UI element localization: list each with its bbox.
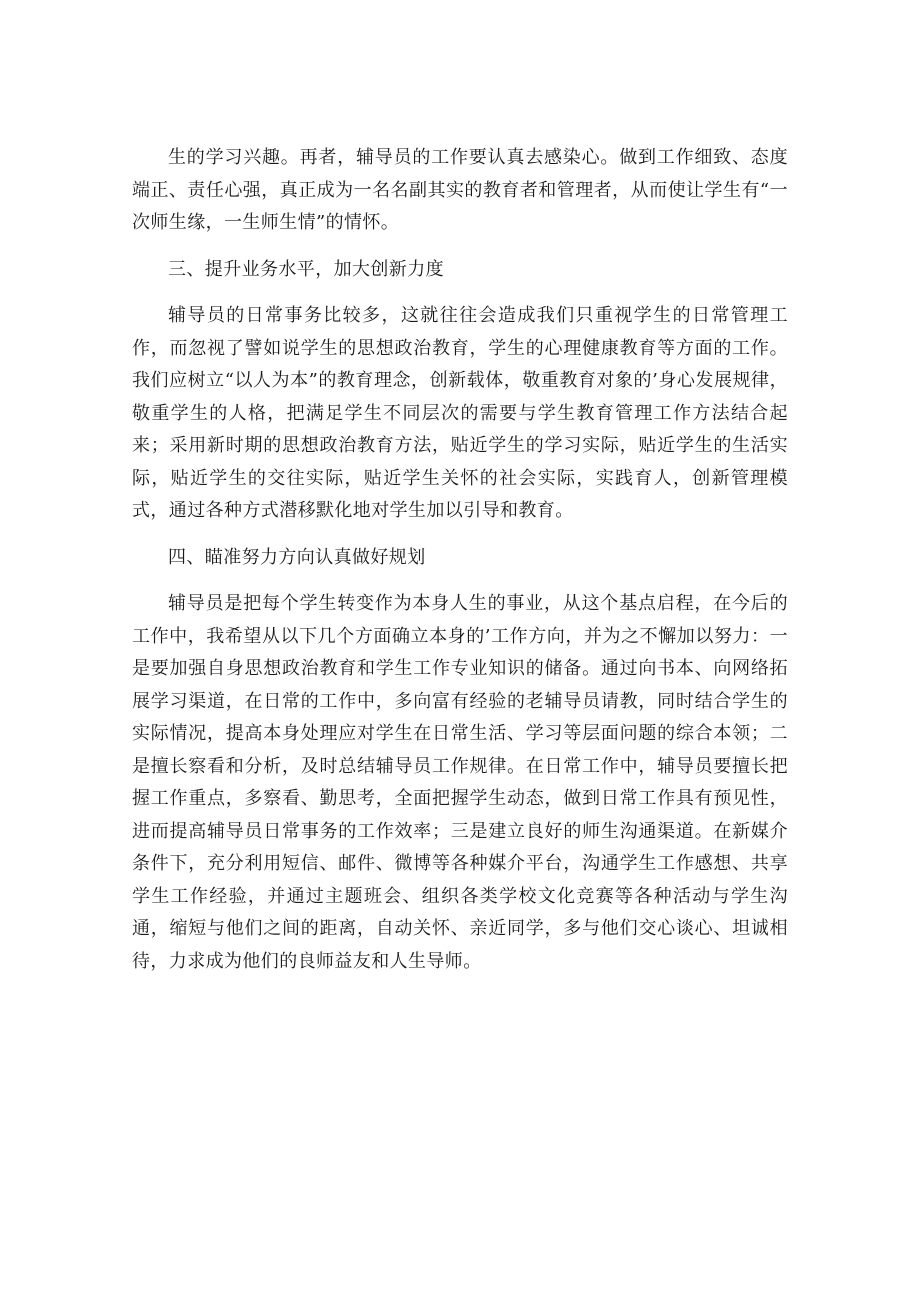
document-body xyxy=(132,142,788,992)
paragraph-section-3: 辅导员的日常事务比较多，这就往往会造成我们只重视学生的日常管理工作，而忽视了譬如说学生的思想政治教育，学生的心理健康教育等方面的工作。我们应树立“以人为本”的教育理念，创新载体，敬重教育对象的’身心发展规律，敬重学生的人格，把满足学生不同层次的需要与学生教育管理工作方法结合起来；采用新时期的思想政治教育方法，贴近学生的学习实际，贴近学生的生活实际，贴近学生的交往实际，贴近学生关怀的社会实际，实践育人，创新管理模式，通过各种方式潜移默化地对学生加以引导和教育。 xyxy=(132,305,788,521)
paragraph-continued: 生的学习兴趣。再者，辅导员的工作要认真去感染心。做到工作细致、态度端正、责任心强，真正成为一名名副其实的教育者和管理者，从而使让学生有“一次师生缘，一生师生情”的情怀。 xyxy=(132,147,788,233)
section-heading-4: 四、瞄准努力方向认真做好规划 xyxy=(168,546,426,568)
paragraph-section-4: 辅导员是把每个学生转变作为本身人生的事业，从这个基点启程，在今后的工作中，我希望从以下几个方面确立本身的’工作方向，并为之不懈加以努力：一是要加强自身思想政治教育和学生工作专业知识的储备。通过向书本、向网络拓展学习渠道，在日常的工作中，多向富有经验的老辅导员请教，同时结合学生的实际情况，提高本身处理应对学生在日常生活、学习等层面问题的综合本领；二是擅长察看和分析，及时总结辅导员工作规律。在日常工作中，辅导员要擅长把握工作重点，多察看、勤思考，全面把握学生动态，做到日常工作具有预见性，进而提高辅导员日常事务的工作效率；三是建立良好的师生沟通渠道。在新媒介条件下，充分利用短信、邮件、微博等各种媒介平台，沟通学生工作感想、共享学生工作经验，并通过主题班会、组织各类学校文化竞赛等各种活动与学生沟通，缩短与他们之间的距离，自动关怀、亲近同学，多与他们交心谈心、坦诚相待，力求成为他们的良师益友和人生导师。 xyxy=(132,593,788,972)
section-heading-3: 三、提升业务水平，加大创新力度 xyxy=(168,258,444,280)
